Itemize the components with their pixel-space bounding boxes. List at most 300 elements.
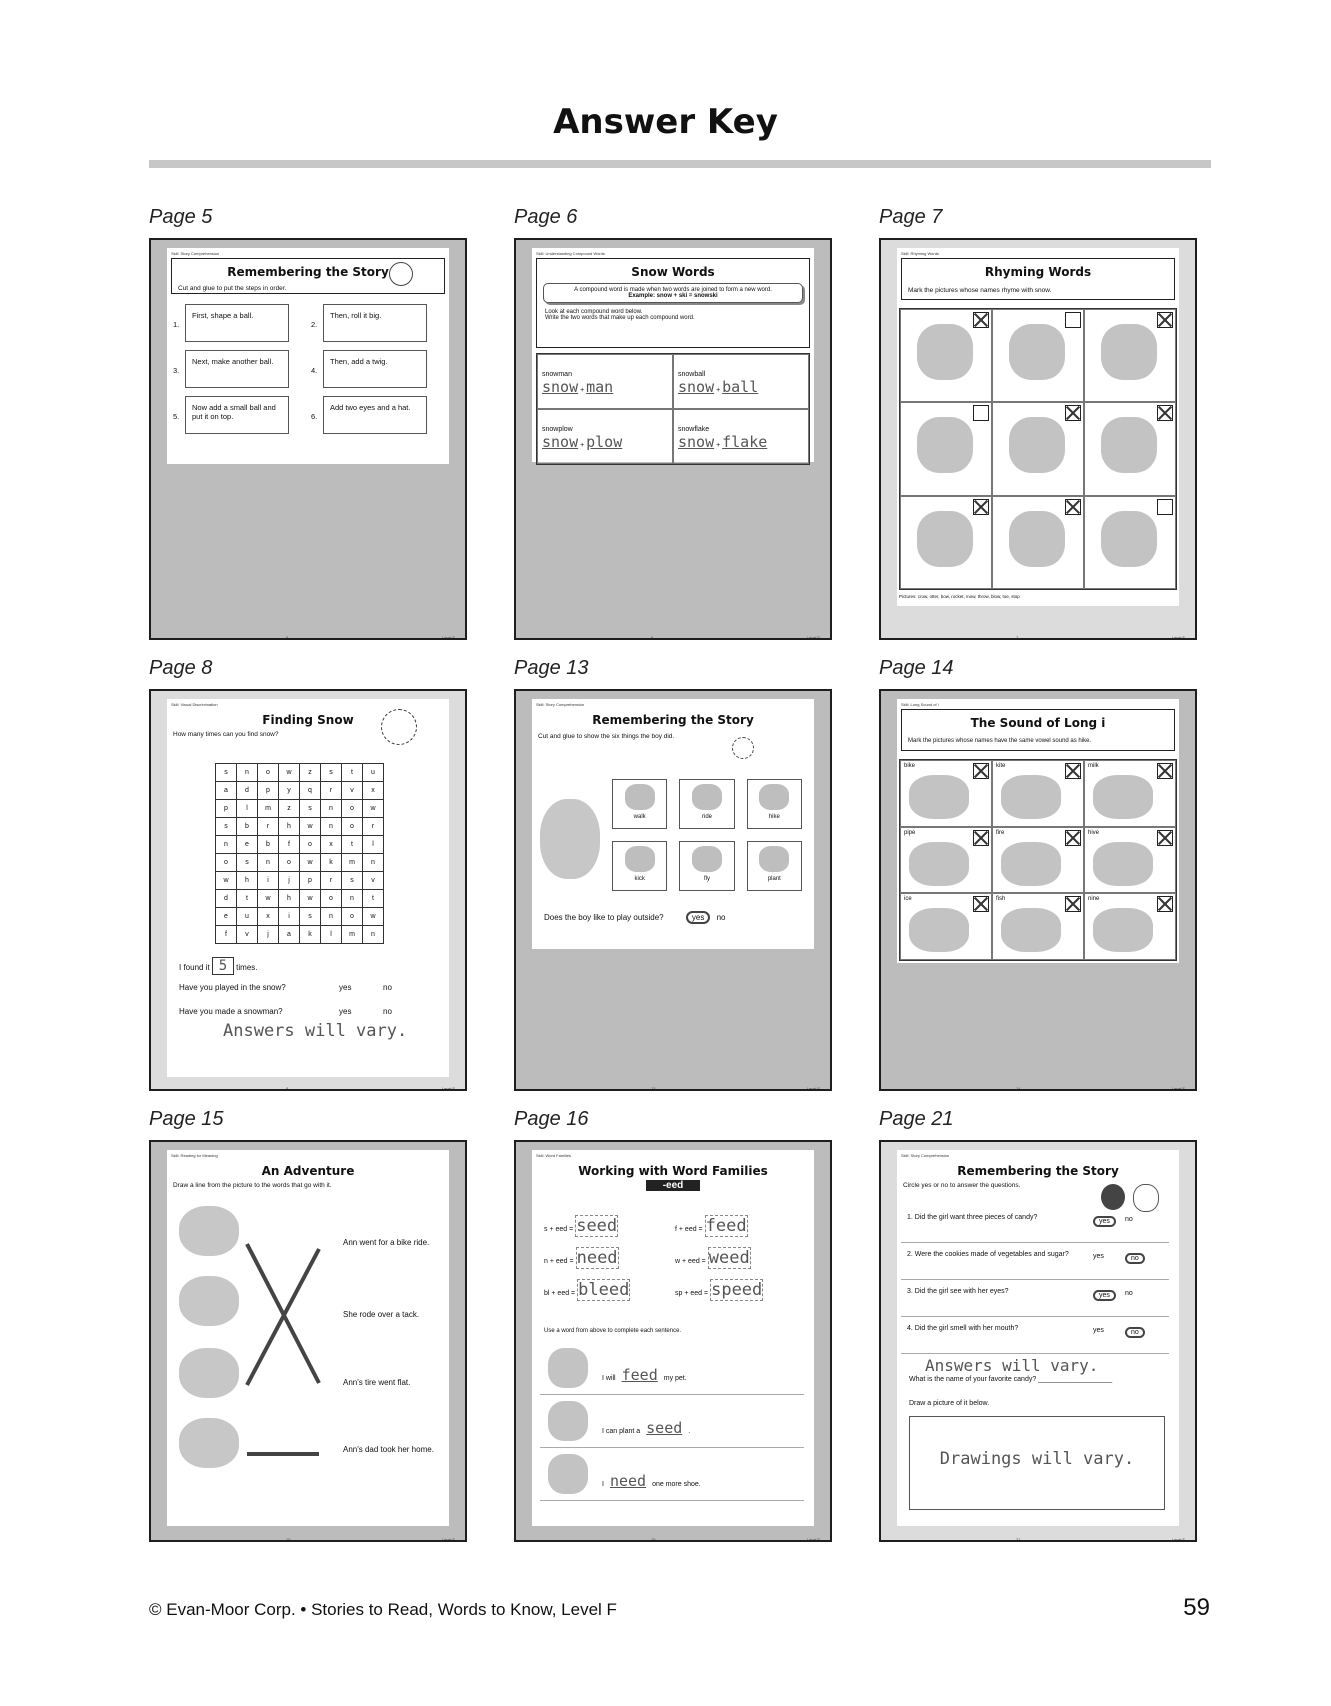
worksheet-title: Snow Words	[631, 265, 715, 279]
grid-cell: o	[342, 800, 363, 818]
level-label: Level F	[441, 1537, 455, 1542]
yes-option: yes	[1093, 1327, 1104, 1334]
grid-cell: h	[279, 890, 300, 908]
handwritten-answer: need	[609, 1472, 647, 1490]
grid-cell: z	[300, 764, 321, 782]
grid-cell: r	[258, 818, 279, 836]
grid-cell: x	[363, 782, 384, 800]
activity-pictures	[612, 779, 802, 891]
checked-box	[973, 499, 989, 515]
panel-label: Page 13	[514, 657, 589, 679]
instruction: Mark the pictures whose names rhyme with snow.	[908, 287, 1052, 294]
matching-lines	[167, 1150, 449, 1510]
found-suffix: times.	[236, 963, 258, 972]
worksheet-title: Finding Snow	[262, 713, 354, 727]
grid-cell: f	[216, 926, 237, 944]
handwritten-answer: Answers will vary.	[223, 1021, 408, 1041]
skill-label: Skill: Story Comprehension	[901, 1153, 950, 1158]
grid-cell: r	[321, 872, 342, 890]
answer-line	[678, 433, 808, 451]
sun-icon	[732, 737, 754, 759]
draw-instruction: Draw a picture of it below.	[909, 1400, 990, 1407]
picture-label: fish	[996, 896, 1006, 903]
picture	[1009, 511, 1065, 567]
grid-cell: h	[279, 818, 300, 836]
question-line	[544, 911, 725, 924]
grid-cell: l	[321, 926, 342, 944]
grid-cell: r	[363, 818, 384, 836]
worksheet-frame	[879, 1140, 1197, 1542]
empty-box	[1065, 312, 1081, 328]
grid-cell: o	[279, 854, 300, 872]
handwritten-answer: feed	[621, 1366, 658, 1384]
grid-cell: t	[342, 764, 363, 782]
picture	[909, 775, 969, 819]
activity-picture	[759, 784, 789, 810]
picture-cell	[900, 893, 992, 960]
page-number: 14	[1016, 1086, 1021, 1091]
answer-line	[542, 433, 672, 451]
grid-cell: w	[300, 818, 321, 836]
activity-card	[747, 779, 802, 829]
step-number: 4.	[311, 366, 318, 375]
grid-cell: s	[237, 854, 258, 872]
equation	[544, 1216, 675, 1236]
plus-sign: +	[578, 387, 587, 394]
picture-cell	[1084, 402, 1176, 495]
answer-line	[542, 378, 672, 396]
grid-cell: z	[279, 800, 300, 818]
instruction: Look at each compound word below.	[545, 309, 643, 315]
checked-box	[973, 830, 989, 846]
grid-cell: i	[279, 908, 300, 926]
activity-picture	[625, 784, 655, 810]
checked-box	[973, 896, 989, 912]
picture-cell	[900, 402, 992, 495]
picture-label: milk	[1088, 763, 1099, 769]
compound-word: snowplow	[542, 426, 573, 433]
worksheet	[897, 1150, 1179, 1526]
activity-label: kick	[634, 876, 645, 882]
checked-box	[1065, 763, 1081, 779]
equation	[675, 1280, 806, 1300]
grid-cell: w	[300, 854, 321, 872]
checked-box	[1065, 896, 1081, 912]
worksheet-frame	[514, 1140, 832, 1542]
yes-circled: yes	[686, 911, 710, 924]
picture-caption: Pictures: crow, otter, bow, rocket, mow, throw, blow, toe, stop	[899, 594, 1020, 599]
picture	[917, 324, 973, 380]
grid-cell: l	[237, 800, 258, 818]
picture-cell	[992, 496, 1084, 589]
instruction: Mark the pictures whose names have the same vowel sound as hike.	[908, 738, 1092, 744]
worksheet-title: Working with Word Families	[578, 1164, 768, 1178]
grid-cell: r	[321, 782, 342, 800]
question-text: Have you played in the snow?	[179, 983, 286, 992]
grid-cell: j	[279, 872, 300, 890]
step-text: Then, add a twig.	[323, 350, 427, 388]
equation-prompt: f + eed =	[675, 1226, 703, 1233]
worksheet-title: Remembering the Story	[957, 1164, 1119, 1178]
picture	[1001, 908, 1061, 952]
page-number: 16	[651, 1537, 656, 1542]
grid-cell: o	[258, 764, 279, 782]
step-box	[171, 350, 305, 392]
instruction: How many times can you find snow?	[173, 731, 279, 738]
activity-label: walk	[633, 814, 646, 820]
grid-cell: w	[300, 890, 321, 908]
no-option: no	[716, 913, 726, 922]
page-number-footer: 59	[1183, 1594, 1210, 1621]
equation-prompt: n + eed =	[544, 1258, 574, 1265]
picture	[1009, 324, 1065, 380]
worksheet-frame	[149, 1140, 467, 1542]
grid-cell: u	[363, 764, 384, 782]
no-option: no	[383, 1007, 392, 1016]
question-row	[901, 1317, 1169, 1354]
picture-cell	[992, 827, 1084, 894]
grid-cell: w	[279, 764, 300, 782]
picture	[1101, 417, 1157, 473]
worksheet	[167, 248, 449, 464]
sentence-4: Ann's dad took her home.	[343, 1445, 434, 1454]
activity-label: hike	[768, 814, 780, 820]
equations	[544, 1216, 806, 1300]
picture	[909, 908, 969, 952]
picture-grid	[899, 759, 1177, 961]
sentence-line	[602, 1419, 690, 1437]
level-label: Level F	[806, 635, 820, 640]
level-label: Level F	[1171, 635, 1185, 640]
question-text: Have you made a snowman?	[179, 1007, 283, 1016]
example: Example: snow + ski = snowski	[628, 293, 718, 299]
boy-picture	[540, 799, 600, 879]
grid-cell: o	[342, 818, 363, 836]
questions	[901, 1206, 1169, 1354]
activity-card	[612, 779, 667, 829]
title-rule	[149, 160, 1211, 168]
sentence-row	[540, 1395, 804, 1448]
sentence-row	[540, 1342, 804, 1395]
worksheet-frame	[879, 689, 1197, 1091]
activity-picture	[692, 846, 722, 872]
definition: A compound word is made when two words are joined to form a new word.	[574, 287, 772, 293]
grid-cell: s	[321, 764, 342, 782]
grid-cell: v	[363, 872, 384, 890]
picture	[1093, 775, 1153, 819]
picture-cell	[900, 760, 992, 827]
handwritten-answer: seed	[646, 1419, 683, 1437]
handwritten-answer: speed	[711, 1280, 763, 1300]
grid-cell: h	[237, 872, 258, 890]
drawing-box	[909, 1416, 1165, 1510]
picture	[1101, 511, 1157, 567]
activity-card	[679, 779, 734, 829]
checked-box	[1157, 830, 1173, 846]
activity-label: ride	[701, 814, 712, 820]
picture-label: bike	[904, 763, 916, 769]
worksheet	[532, 1150, 814, 1526]
picture-cell	[1084, 827, 1176, 894]
found-line	[179, 957, 258, 975]
title-box	[901, 258, 1175, 300]
title-box	[536, 258, 810, 348]
picture-cell	[992, 760, 1084, 827]
picture	[1001, 842, 1061, 886]
equation	[544, 1248, 675, 1268]
question-row	[901, 1280, 1169, 1317]
panel-label: Page 16	[514, 1108, 589, 1130]
grid-cell: v	[342, 782, 363, 800]
no-option: no	[1125, 1290, 1133, 1297]
picture-cell	[1084, 309, 1176, 402]
worksheet-frame	[514, 238, 832, 640]
step-number: 2.	[311, 320, 318, 329]
step-box	[309, 396, 443, 438]
sentence-2: She rode over a tack.	[343, 1310, 420, 1319]
picture-grid	[899, 308, 1177, 590]
grid-cell: w	[363, 908, 384, 926]
instruction: Cut and glue to put the steps in order.	[178, 285, 287, 292]
activity-label: fly	[703, 876, 710, 882]
handwritten-answer: seed	[576, 1216, 618, 1236]
question-text: Does the boy like to play outside?	[544, 913, 664, 922]
grid-cell: a	[216, 782, 237, 800]
worksheet	[897, 248, 1179, 606]
worksheet-frame	[514, 689, 832, 1091]
step-number: 6.	[311, 412, 318, 421]
worksheet-title: Rhyming Words	[984, 265, 1092, 279]
grid-cell: e	[216, 908, 237, 926]
picture-cell	[900, 827, 992, 894]
skill-label: Skill: Word Families	[536, 1153, 572, 1158]
instruction: Write the two words that make up each compound word.	[545, 315, 695, 321]
child-picture	[548, 1454, 588, 1494]
word-family-badge: -eed	[646, 1180, 700, 1191]
worksheet-frame	[149, 238, 467, 640]
answer-line	[678, 378, 808, 396]
grid-cell: w	[363, 800, 384, 818]
equation-prompt: sp + eed =	[675, 1290, 709, 1297]
grid-cell: f	[279, 836, 300, 854]
grid-cell: q	[300, 782, 321, 800]
sentence-row	[540, 1448, 804, 1501]
worksheet-frame	[149, 689, 467, 1091]
handwritten-answer: snow	[542, 378, 579, 396]
activity-card	[612, 841, 667, 891]
grid-cell: x	[321, 836, 342, 854]
grid-cell: p	[258, 782, 279, 800]
activity-card	[747, 841, 802, 891]
checked-box	[973, 312, 989, 328]
grid-cell: n	[216, 836, 237, 854]
grid-cell: y	[279, 782, 300, 800]
page-number: 13	[651, 1086, 656, 1091]
picture	[1093, 842, 1153, 886]
instruction: Draw a line from the picture to the words that go with it.	[173, 1182, 332, 1189]
picture-label: fire	[996, 829, 1005, 836]
worksheet-title: The Sound of Long i	[970, 716, 1106, 730]
handwritten-answer: man	[586, 378, 614, 396]
activity-card	[679, 841, 734, 891]
level-label: Level F	[806, 1537, 820, 1542]
grid-cell: o	[342, 908, 363, 926]
yes-circled: yes	[1093, 1290, 1116, 1301]
picture	[917, 511, 973, 567]
question-row	[901, 1243, 1169, 1280]
grid-cell: k	[300, 926, 321, 944]
level-label: Level F	[441, 1086, 455, 1091]
handwritten-answer: feed	[705, 1216, 747, 1236]
sentence-prefix: I will	[602, 1375, 616, 1382]
checked-box	[1065, 830, 1081, 846]
worksheet	[532, 248, 814, 462]
grid-cell: v	[237, 926, 258, 944]
skill-label: Skill: Rhyming Words	[901, 251, 939, 256]
grid-cell: b	[258, 836, 279, 854]
grid-cell: k	[321, 854, 342, 872]
level-label: Level F	[1171, 1086, 1185, 1091]
step-box	[171, 396, 305, 438]
picture-cell	[992, 309, 1084, 402]
grid-cell: o	[321, 890, 342, 908]
grid-cell: n	[321, 800, 342, 818]
step-number: 5.	[173, 412, 180, 421]
worksheet-title: Remembering the Story	[592, 713, 754, 727]
empty-box	[1157, 499, 1173, 515]
grid-cell: n	[342, 890, 363, 908]
sentence-suffix: my pet.	[663, 1375, 687, 1382]
grid-cell: i	[258, 872, 279, 890]
picture	[1101, 324, 1157, 380]
grid-cell: b	[237, 818, 258, 836]
grid-cell: x	[258, 908, 279, 926]
grid-cell: m	[342, 926, 363, 944]
handwritten-answer: snow	[678, 378, 715, 396]
handwritten-answer: snow	[678, 433, 715, 451]
grid-cell: p	[300, 872, 321, 890]
picture	[917, 417, 973, 473]
handwritten-answer: ball	[722, 378, 759, 396]
grid-cell: w	[216, 872, 237, 890]
step-text: Add two eyes and a hat.	[323, 396, 427, 434]
compound-cell	[673, 409, 809, 464]
step-text: First, shape a ball.	[185, 304, 289, 342]
question-2	[179, 1007, 439, 1016]
checked-box	[1157, 763, 1173, 779]
picture	[1009, 417, 1065, 473]
grid-cell: s	[216, 818, 237, 836]
grid-cell: s	[216, 764, 237, 782]
level-label: Level F	[1171, 1537, 1185, 1542]
equation	[675, 1216, 806, 1236]
activity-label: plant	[767, 876, 781, 882]
grid-cell: n	[363, 854, 384, 872]
picture-cell	[1084, 760, 1176, 827]
grid-cell: l	[363, 836, 384, 854]
child-picture	[548, 1401, 588, 1441]
grid-cell: m	[258, 800, 279, 818]
grid-cell: w	[258, 890, 279, 908]
skill-label: Skill: Long Sound of i	[901, 702, 939, 707]
panel-label: Page 21	[879, 1108, 954, 1130]
picture-cell	[992, 893, 1084, 960]
grid-cell: n	[363, 926, 384, 944]
panel-label: Page 14	[879, 657, 954, 679]
picture-label: nine	[1088, 896, 1100, 903]
found-answer: 5	[212, 957, 234, 975]
picture-cell	[1084, 496, 1176, 589]
worksheet	[167, 1150, 449, 1526]
step-text: Then, roll it big.	[323, 304, 427, 342]
checked-box	[1157, 896, 1173, 912]
compound-grid	[536, 353, 810, 465]
yes-option: yes	[339, 983, 352, 992]
checked-box	[973, 763, 989, 779]
word-search-grid	[215, 763, 384, 944]
picture-label: ice	[904, 896, 912, 903]
instruction: Cut and glue to show the six things the boy did.	[538, 733, 675, 740]
grid-cell: m	[342, 854, 363, 872]
compound-word: snowflake	[678, 426, 710, 433]
instruction: Use a word from above to complete each sentence.	[544, 1328, 682, 1334]
activity-picture	[692, 784, 722, 810]
sentence-3: Ann's tire went flat.	[343, 1378, 411, 1387]
grid-cell: o	[300, 836, 321, 854]
no-circled: no	[1125, 1327, 1145, 1338]
question-row	[901, 1206, 1169, 1243]
handwritten-answer: flake	[722, 433, 768, 451]
equation-prompt: s + eed =	[544, 1226, 574, 1233]
empty-box	[973, 405, 989, 421]
no-circled: no	[1125, 1253, 1145, 1264]
question-text: 2. Were the cookies made of vegetables and sugar?	[907, 1251, 1069, 1258]
plus-sign: +	[578, 442, 587, 449]
skill-label: Skill: Reading for Meaning	[171, 1153, 218, 1158]
sentence-prefix: I	[602, 1481, 604, 1488]
question-text: 1. Did the girl want three pieces of candy?	[907, 1214, 1038, 1221]
worksheet-frame	[879, 238, 1197, 640]
title-box	[901, 709, 1175, 751]
compound-cell	[537, 354, 673, 409]
sentence-line	[602, 1366, 687, 1384]
page-number: 6	[651, 635, 654, 640]
picture-cell	[992, 402, 1084, 495]
panel-label: Page 5	[149, 206, 213, 228]
sentence-suffix: one more shoe.	[652, 1481, 701, 1488]
grid-cell: n	[237, 764, 258, 782]
skill-label: Skill: Visual Discrimination	[171, 702, 218, 707]
question-1	[179, 983, 439, 992]
handwritten-answer: Answers will vary.	[925, 1356, 1099, 1375]
handwritten-answer: need	[576, 1248, 618, 1268]
yes-circled: yes	[1093, 1216, 1116, 1227]
step-number: 1.	[173, 320, 180, 329]
instruction: Circle yes or no to answer the questions.	[903, 1182, 1021, 1189]
worksheet-title: Remembering the Story	[227, 265, 389, 279]
panel-label: Page 15	[149, 1108, 224, 1130]
step-text: Next, make another ball.	[185, 350, 289, 388]
yes-option: yes	[339, 1007, 352, 1016]
level-label: Level F	[806, 1086, 820, 1091]
sentence-line	[602, 1472, 701, 1490]
found-prefix: I found it	[179, 963, 210, 972]
copyright-footer: © Evan-Moor Corp. • Stories to Read, Words to Know, Level F	[149, 1600, 617, 1619]
worksheet	[167, 699, 449, 1077]
grid-cell: e	[237, 836, 258, 854]
sentences	[540, 1342, 804, 1501]
picture-label: hive	[1088, 829, 1100, 836]
